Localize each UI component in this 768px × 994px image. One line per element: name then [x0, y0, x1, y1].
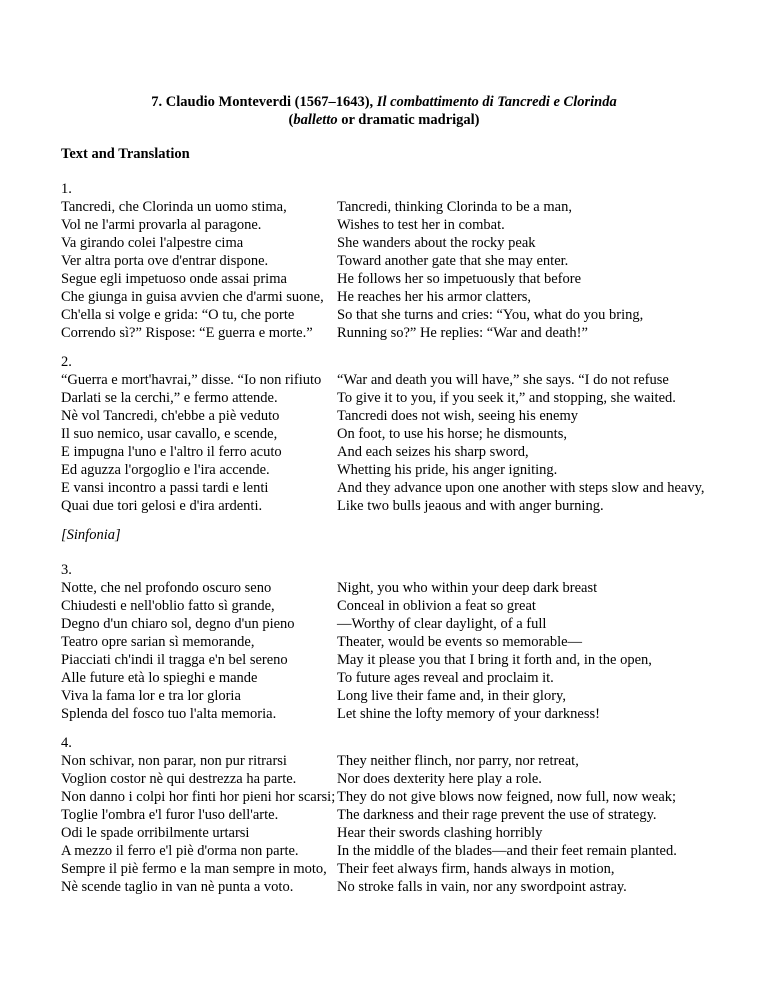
italian-line: Tancredi, che Clorinda un uomo stima, [61, 199, 287, 215]
english-line: Like two bulls jeaous and with anger burning. [337, 498, 604, 514]
italian-line: Vol ne l'armi provarla al paragone. [61, 217, 262, 233]
italian-line: Darlati se la cerchi,” e fermo attende. [61, 390, 278, 406]
english-translation [337, 752, 747, 896]
italian-line: “Guerra e mort'havrai,” disse. “Io non rifiuto [61, 372, 322, 388]
english-line: They neither flinch, nor parry, nor retreat, [337, 753, 579, 769]
english-line: Long live their fame and, in their glory, [337, 688, 566, 704]
english-line: No stroke falls in vain, nor any swordpoint astray. [337, 879, 627, 895]
italian-line: Nè vol Tancredi, ch'ebbe a piè veduto [61, 408, 280, 424]
italian-text [61, 752, 337, 896]
italian-line: Degno d'un chiaro sol, degno d'un pieno [61, 616, 295, 632]
italian-line: Odi le spade orribilmente urtarsi [61, 825, 250, 841]
italian-line: Alle future età lo spieghi e mande [61, 670, 258, 686]
italian-line: Nè scende taglio in van nè punta a voto. [61, 879, 294, 895]
stanza [61, 561, 741, 723]
title-prefix: 7. Claudio Monteverdi (1567–1643), [151, 94, 377, 110]
stanza [61, 734, 741, 896]
stanza-number: 4. [61, 735, 72, 751]
english-line: Tancredi does not wish, seeing his enemy [337, 408, 578, 424]
english-line: To future ages reveal and proclaim it. [337, 670, 554, 686]
italian-line: Non danno i colpi hor finti hor pieni hor scarsi; [61, 789, 336, 805]
italian-line: E impugna l'uno e l'altro il ferro acuto [61, 444, 282, 460]
stanza [61, 353, 741, 515]
italian-line: Splenda del fosco tuo l'alta memoria. [61, 706, 277, 722]
english-line: —Worthy of clear daylight, of a full [337, 616, 547, 632]
stanza-number: 3. [61, 562, 72, 578]
english-translation [337, 371, 747, 515]
english-line: “War and death you will have,” she says. “I do not refuse [337, 372, 669, 388]
subtitle-open: ( [288, 112, 294, 128]
italian-line: Ver altra porta ove d'entrar dispone. [61, 253, 269, 269]
italian-line: Teatro opre sarian sì memorande, [61, 634, 255, 650]
english-line: On foot, to use his horse; he dismounts, [337, 426, 567, 442]
english-line: Toward another gate that she may enter. [337, 253, 569, 269]
english-line: Let shine the lofty memory of your darkness! [337, 706, 600, 722]
english-line: He reaches her his armor clatters, [337, 289, 532, 305]
italian-line: Che giunga in guisa avvien che d'armi suone, [61, 289, 324, 305]
italian-line: Sempre il piè fermo e la man sempre in moto, [61, 861, 327, 877]
english-line: Conceal in oblivion a feat so great [337, 598, 536, 614]
work-title: Il combattimento di Tancredi e Clorinda [376, 94, 617, 110]
italian-line: A mezzo il ferro e'l piè d'orma non parte. [61, 843, 299, 859]
italian-line: Correndo sì?” Rispose: “E guerra e morte.” [61, 325, 313, 341]
stanza-number: 2. [61, 354, 72, 370]
document-title [0, 93, 768, 111]
italian-line: Va girando colei l'alpestre cima [61, 235, 244, 251]
italian-line: Notte, che nel profondo oscuro seno [61, 580, 272, 596]
italian-line: Viva la fama lor e tra lor gloria [61, 688, 241, 704]
italian-line: Quai due tori gelosi e d'ira ardenti. [61, 498, 263, 514]
english-line: Night, you who within your deep dark breast [337, 580, 598, 596]
english-line: Nor does dexterity here play a role. [337, 771, 542, 787]
italian-line: Il suo nemico, usar cavallo, e scende, [61, 426, 278, 442]
english-line: Their feet always firm, hands always in motion, [337, 861, 615, 877]
italian-line: Voglion costor nè qui destrezza ha parte. [61, 771, 297, 787]
stanza [61, 180, 741, 342]
italian-line: Ed aguzza l'orgoglio e l'ira accende. [61, 462, 270, 478]
english-line: Whetting his pride, his anger igniting. [337, 462, 558, 478]
italian-line: Piacciati ch'indi il tragga e'n bel sereno [61, 652, 288, 668]
english-line: And they advance upon one another with steps slow and heavy, [337, 480, 705, 496]
genre-term: balletto [293, 112, 338, 128]
english-line: Theater, would be events so memorable— [337, 634, 583, 650]
english-line: The darkness and their rage prevent the use of strategy. [337, 807, 657, 823]
subtitle-rest: or dramatic madrigal) [337, 112, 480, 128]
italian-text [61, 198, 337, 342]
italian-line: Ch'ella si volge e grida: “O tu, che porte [61, 307, 295, 323]
italian-text [61, 371, 337, 515]
document-subtitle [0, 111, 768, 129]
english-translation [337, 198, 747, 342]
italian-line: Toglie l'ombra e'l furor l'uso dell'arte. [61, 807, 279, 823]
english-line: And each seizes his sharp sword, [337, 444, 529, 460]
english-line: In the middle of the blades—and their feet remain planted. [337, 843, 677, 859]
sinfonia-label: [Sinfonia] [61, 527, 121, 543]
section-heading: Text and Translation [61, 146, 190, 162]
english-line: So that she turns and cries: “You, what do you bring, [337, 307, 644, 323]
english-line: He follows her so impetuously that before [337, 271, 582, 287]
english-line: Running so?” He replies: “War and death!” [337, 325, 588, 341]
english-line: She wanders about the rocky peak [337, 235, 536, 251]
english-line: Wishes to test her in combat. [337, 217, 505, 233]
italian-line: E vansi incontro a passi tardi e lenti [61, 480, 269, 496]
stanza-number: 1. [61, 181, 72, 197]
english-line: May it please you that I bring it forth and, in the open, [337, 652, 652, 668]
italian-line: Segue egli impetuoso onde assai prima [61, 271, 287, 287]
english-translation [337, 579, 747, 723]
italian-text [61, 579, 337, 723]
italian-line: Non schivar, non parar, non pur ritrarsi [61, 753, 287, 769]
english-line: Tancredi, thinking Clorinda to be a man, [337, 199, 572, 215]
english-line: To give it to you, if you seek it,” and stopping, she waited. [337, 390, 676, 406]
english-line: Hear their swords clashing horribly [337, 825, 543, 841]
english-line: They do not give blows now feigned, now full, now weak; [337, 789, 677, 805]
italian-line: Chiudesti e nell'oblio fatto sì grande, [61, 598, 275, 614]
